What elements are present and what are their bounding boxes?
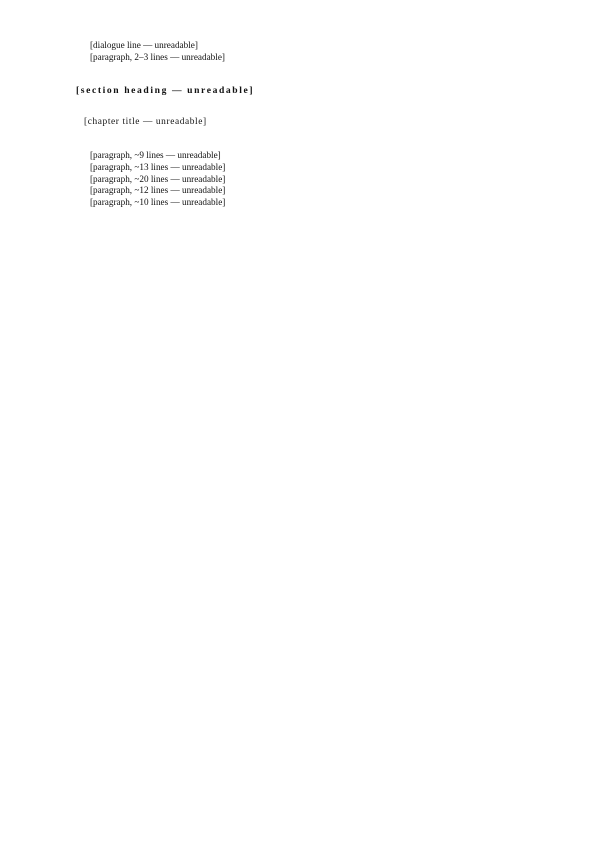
chapter-title: [chapter title — unreadable] [84, 116, 207, 127]
body-paragraph-4: [paragraph, ~12 lines — unreadable] [90, 185, 226, 196]
intro-paragraph: [paragraph, 2–3 lines — unreadable] [90, 51, 225, 62]
body-paragraph-3: [paragraph, ~20 lines — unreadable] [90, 173, 226, 184]
intro-dialogue: [dialogue line — unreadable] [90, 40, 198, 50]
body-paragraph-1: [paragraph, ~9 lines — unreadable] [90, 150, 221, 161]
body-paragraph-5: [paragraph, ~10 lines — unreadable] [90, 196, 226, 207]
body-paragraph-2: [paragraph, ~13 lines — unreadable] [90, 161, 226, 172]
section-heading: [section heading — unreadable] [76, 85, 255, 97]
